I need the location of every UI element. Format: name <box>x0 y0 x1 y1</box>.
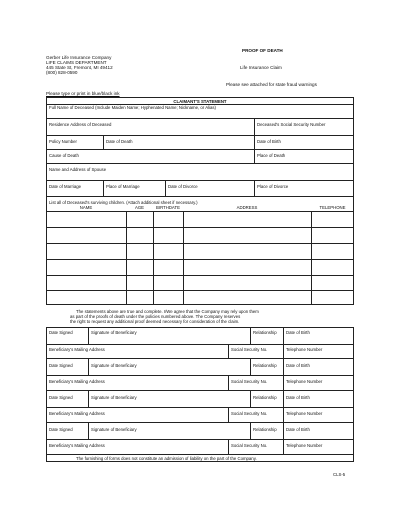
table-row <box>46 275 354 276</box>
divider <box>46 375 354 376</box>
divider <box>46 180 354 181</box>
telephone-label: Telephone Number <box>286 347 323 352</box>
liability-disclaimer: The furnishing of forms does not constitute an admission of liability on the part of the Company. <box>76 456 257 461</box>
col-telephone-header: TELEPHONE <box>319 205 346 210</box>
ssn-no-label: Social Security No. <box>231 443 268 448</box>
ssn-no-label: Social Security No. <box>231 347 268 352</box>
residence-address-label: Residence Address of Deceased <box>49 122 112 127</box>
signature-label: Signature of Beneficiary <box>91 427 137 432</box>
place-of-divorce-label: Place of Divorce <box>257 184 289 189</box>
beneficiary-dob-label: Date of Birth <box>286 330 310 335</box>
col-birthdate-header: BIRTHDATE <box>156 205 180 210</box>
table-row <box>46 227 354 228</box>
form-title: PROOF OF DEATH <box>242 48 283 53</box>
statement-line-1: The statements above are true and complete. I/We agree that the Company may rely upon them <box>76 309 259 314</box>
divider <box>250 390 251 407</box>
beneficiary-dob-label: Date of Birth <box>286 395 310 400</box>
divider <box>46 454 354 455</box>
department-name: LIFE CLAIMS DEPARTMENT <box>46 60 107 65</box>
divider <box>88 422 89 439</box>
divider <box>46 390 354 391</box>
divider <box>46 422 354 423</box>
ssn-no-label: Social Security No. <box>231 411 268 416</box>
telephone-label: Telephone Number <box>286 379 323 384</box>
fraud-warning-note: Please see attached for state fraud warnings <box>226 82 317 87</box>
divider <box>228 375 229 390</box>
divider <box>103 180 104 196</box>
mailing-address-label: Beneficiary's Mailing Address <box>49 443 105 448</box>
divider <box>88 390 89 407</box>
form-code: CLS-5 <box>333 472 346 477</box>
divider <box>254 180 255 196</box>
divider <box>228 407 229 422</box>
ink-instruction: Please type or print in blue/black ink <box>46 91 120 96</box>
divider <box>250 358 251 375</box>
divider <box>254 149 255 163</box>
children-label: List all of Deceased's surviving children. (Attach additional sheet if necessary.) <box>49 200 198 205</box>
statement-line-2: as part of the proofs of death under the policies numbered above. The Company reserves <box>70 314 241 319</box>
company-phone: (800) 828-0590 <box>46 70 78 75</box>
table-row <box>46 290 354 291</box>
spouse-label: Name and Address of Spouse <box>49 167 107 172</box>
divider <box>250 422 251 439</box>
mailing-address-label: Beneficiary's Mailing Address <box>49 379 105 384</box>
beneficiary-dob-label: Date of Birth <box>286 363 310 368</box>
signature-label: Signature of Beneficiary <box>91 363 137 368</box>
divider <box>46 135 354 136</box>
signature-label: Signature of Beneficiary <box>91 395 137 400</box>
telephone-label: Telephone Number <box>286 411 323 416</box>
divider <box>283 422 284 439</box>
ssn-no-label: Social Security No. <box>231 379 268 384</box>
telephone-label: Telephone Number <box>286 443 323 448</box>
date-of-birth-label: Date of Birth <box>257 139 281 144</box>
divider <box>283 375 284 390</box>
divider <box>46 439 354 440</box>
date-of-death-label: Date of Death <box>106 139 133 144</box>
date-signed-label: Date Signed <box>49 363 73 368</box>
divider <box>228 344 229 358</box>
table-row <box>46 243 354 244</box>
divider <box>283 390 284 407</box>
divider <box>103 135 104 149</box>
divider <box>250 327 251 344</box>
ssn-label: Deceased's Social Security Number <box>257 122 326 127</box>
relationship-label: Relationship <box>253 427 277 432</box>
divider <box>228 439 229 454</box>
full-name-label: Full Name of Deceased (Include Maiden Name; Hyphenated Name; Nickname, or Alias) <box>49 105 216 110</box>
claimant-section-title: CLAIMANT'S STATEMENT <box>173 99 227 104</box>
beneficiary-dob-label: Date of Birth <box>286 427 310 432</box>
policy-number-label: Policy Number <box>49 139 77 144</box>
col-address-header: ADDRESS <box>236 205 258 210</box>
company-address: 445 State St, Fremont, MI 49412 <box>46 65 113 70</box>
divider <box>254 135 255 149</box>
statement-line-3: the right to request any additional proof deemed necessary for consideration of the claim. <box>70 319 240 324</box>
divider <box>283 344 284 358</box>
divider <box>46 196 354 197</box>
divider <box>165 180 166 196</box>
mailing-address-label: Beneficiary's Mailing Address <box>49 347 105 352</box>
place-of-marriage-label: Place of Marriage <box>106 184 140 189</box>
date-of-divorce-label: Date of Divorce <box>168 184 198 189</box>
col-age-header: AGE <box>134 205 145 210</box>
table-row <box>46 259 354 260</box>
relationship-label: Relationship <box>253 395 277 400</box>
divider <box>46 149 354 150</box>
form-subtitle: Life Insurance Claim <box>240 65 282 70</box>
mailing-address-label: Beneficiary's Mailing Address <box>49 411 105 416</box>
col-name-header: NAME <box>79 205 93 210</box>
company-name: Gerber Life Insurance Company <box>46 55 112 60</box>
divider <box>283 358 284 375</box>
relationship-label: Relationship <box>253 330 277 335</box>
divider <box>46 118 354 119</box>
divider <box>88 358 89 375</box>
divider <box>254 118 255 135</box>
date-of-marriage-label: Date of Marriage <box>49 184 82 189</box>
divider <box>46 344 354 345</box>
divider <box>46 358 354 359</box>
date-signed-label: Date Signed <box>49 330 73 335</box>
divider <box>88 327 89 344</box>
divider <box>283 407 284 422</box>
divider <box>46 407 354 408</box>
place-of-death-label: Place of Death <box>257 153 286 158</box>
divider <box>283 327 284 344</box>
relationship-label: Relationship <box>253 363 277 368</box>
divider <box>46 163 354 164</box>
divider <box>46 211 354 212</box>
signature-label: Signature of Beneficiary <box>91 330 137 335</box>
date-signed-label: Date Signed <box>49 395 73 400</box>
cause-of-death-label: Cause of Death <box>49 153 79 158</box>
divider <box>283 439 284 454</box>
date-signed-label: Date Signed <box>49 427 73 432</box>
